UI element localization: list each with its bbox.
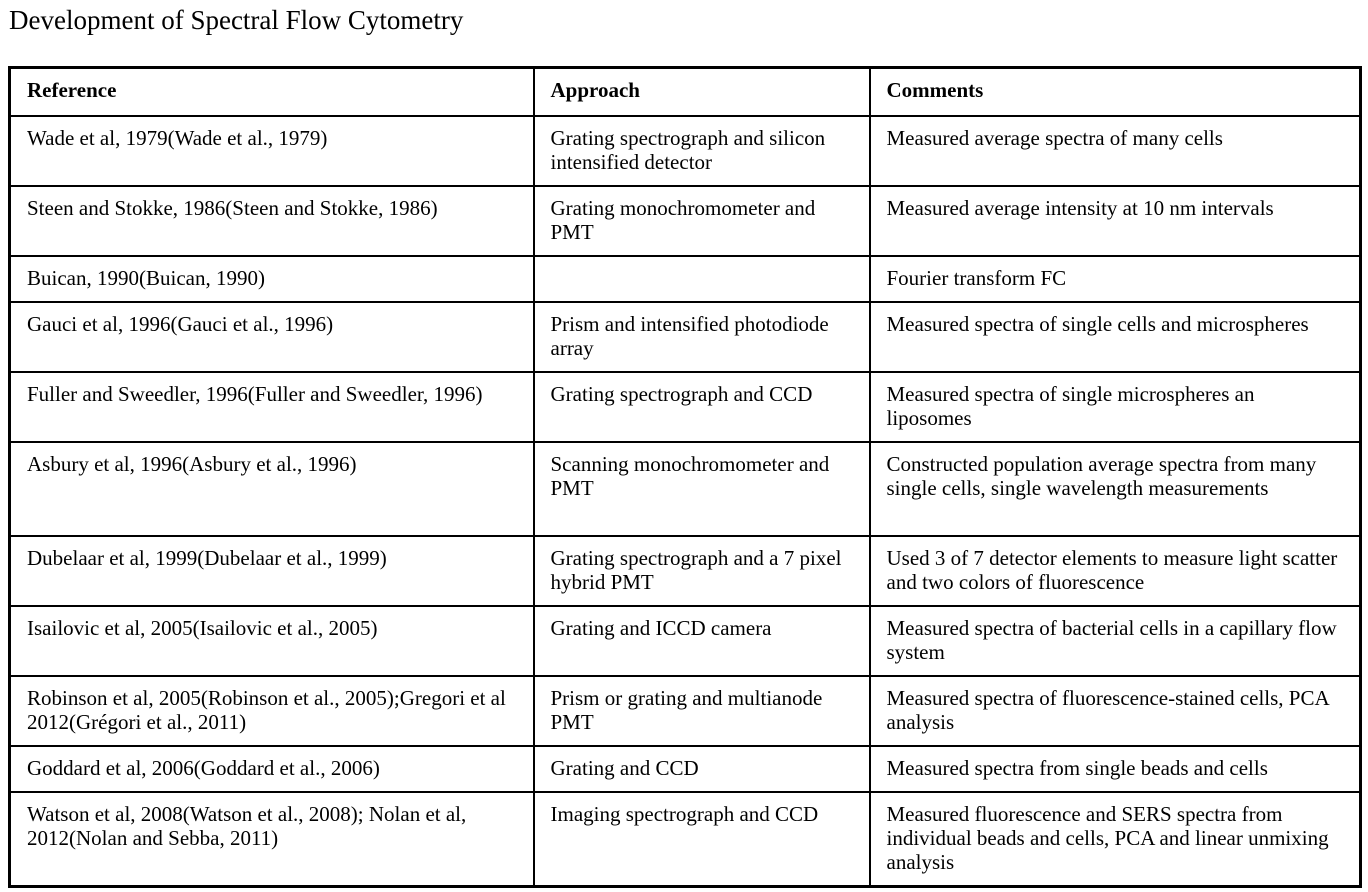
table-row [10, 792, 1361, 886]
cell-reference: Steen and Stokke, 1986(Steen and Stokke, 1986) [10, 186, 534, 256]
cell-comments: Measured spectra of single cells and microspheres [870, 302, 1361, 372]
cell-approach: Grating spectrograph and silicon intensified detector [534, 116, 870, 186]
cell-comments: Measured fluorescence and SERS spectra from individual beads and cells, PCA and linear unmixing analysis [870, 792, 1361, 886]
cell-comments: Fourier transform FC [870, 256, 1361, 302]
table-row [10, 302, 1361, 372]
cell-comments: Constructed population average spectra from many single cells, single wavelength measurements [870, 442, 1361, 536]
cell-comments: Measured spectra of bacterial cells in a capillary flow system [870, 606, 1361, 676]
cell-reference: Dubelaar et al, 1999(Dubelaar et al., 1999) [10, 536, 534, 606]
table-row [10, 186, 1361, 256]
cell-reference: Asbury et al, 1996(Asbury et al., 1996) [10, 442, 534, 536]
cell-comments: Used 3 of 7 detector elements to measure light scatter and two colors of fluorescence [870, 536, 1361, 606]
cell-reference: Wade et al, 1979(Wade et al., 1979) [10, 116, 534, 186]
cell-reference: Buican, 1990(Buican, 1990) [10, 256, 534, 302]
table-row [10, 116, 1361, 186]
cell-comments: Measured average intensity at 10 nm intervals [870, 186, 1361, 256]
cell-approach: Prism or grating and multianode PMT [534, 676, 870, 746]
cell-reference: Fuller and Sweedler, 1996(Fuller and Sweedler, 1996) [10, 372, 534, 442]
table-header-row [10, 68, 1361, 117]
table-row [10, 372, 1361, 442]
cell-reference: Watson et al, 2008(Watson et al., 2008); Nolan et al, 2012(Nolan and Sebba, 2011) [10, 792, 534, 886]
cell-comments: Measured spectra of fluorescence-stained cells, PCA analysis [870, 676, 1361, 746]
table-row [10, 536, 1361, 606]
cell-comments: Measured spectra of single microspheres an liposomes [870, 372, 1361, 442]
cell-comments: Measured spectra from single beads and cells [870, 746, 1361, 792]
table-row [10, 442, 1361, 536]
cell-approach: Scanning monochromometer and PMT [534, 442, 870, 536]
cell-approach: Grating and CCD [534, 746, 870, 792]
cell-approach: Imaging spectrograph and CCD [534, 792, 870, 886]
cell-comments: Measured average spectra of many cells [870, 116, 1361, 186]
cell-approach: Grating and ICCD camera [534, 606, 870, 676]
cell-reference: Gauci et al, 1996(Gauci et al., 1996) [10, 302, 534, 372]
table-row [10, 256, 1361, 302]
header-approach: Approach [534, 68, 870, 117]
cell-approach: Grating spectrograph and CCD [534, 372, 870, 442]
reference-table [8, 66, 1362, 888]
cell-approach: Grating spectrograph and a 7 pixel hybrid PMT [534, 536, 870, 606]
header-comments: Comments [870, 68, 1361, 117]
table-row [10, 606, 1361, 676]
cell-approach: Prism and intensified photodiode array [534, 302, 870, 372]
header-reference: Reference [10, 68, 534, 117]
page-title: Development of Spectral Flow Cytometry [9, 5, 464, 35]
cell-reference: Robinson et al, 2005(Robinson et al., 2005);Gregori et al 2012(Grégori et al., 2011) [10, 676, 534, 746]
cell-approach: Grating monochromometer and PMT [534, 186, 870, 256]
cell-reference: Isailovic et al, 2005(Isailovic et al., 2005) [10, 606, 534, 676]
table-row [10, 676, 1361, 746]
cell-reference: Goddard et al, 2006(Goddard et al., 2006) [10, 746, 534, 792]
cell-approach [534, 256, 870, 302]
table-row [10, 746, 1361, 792]
